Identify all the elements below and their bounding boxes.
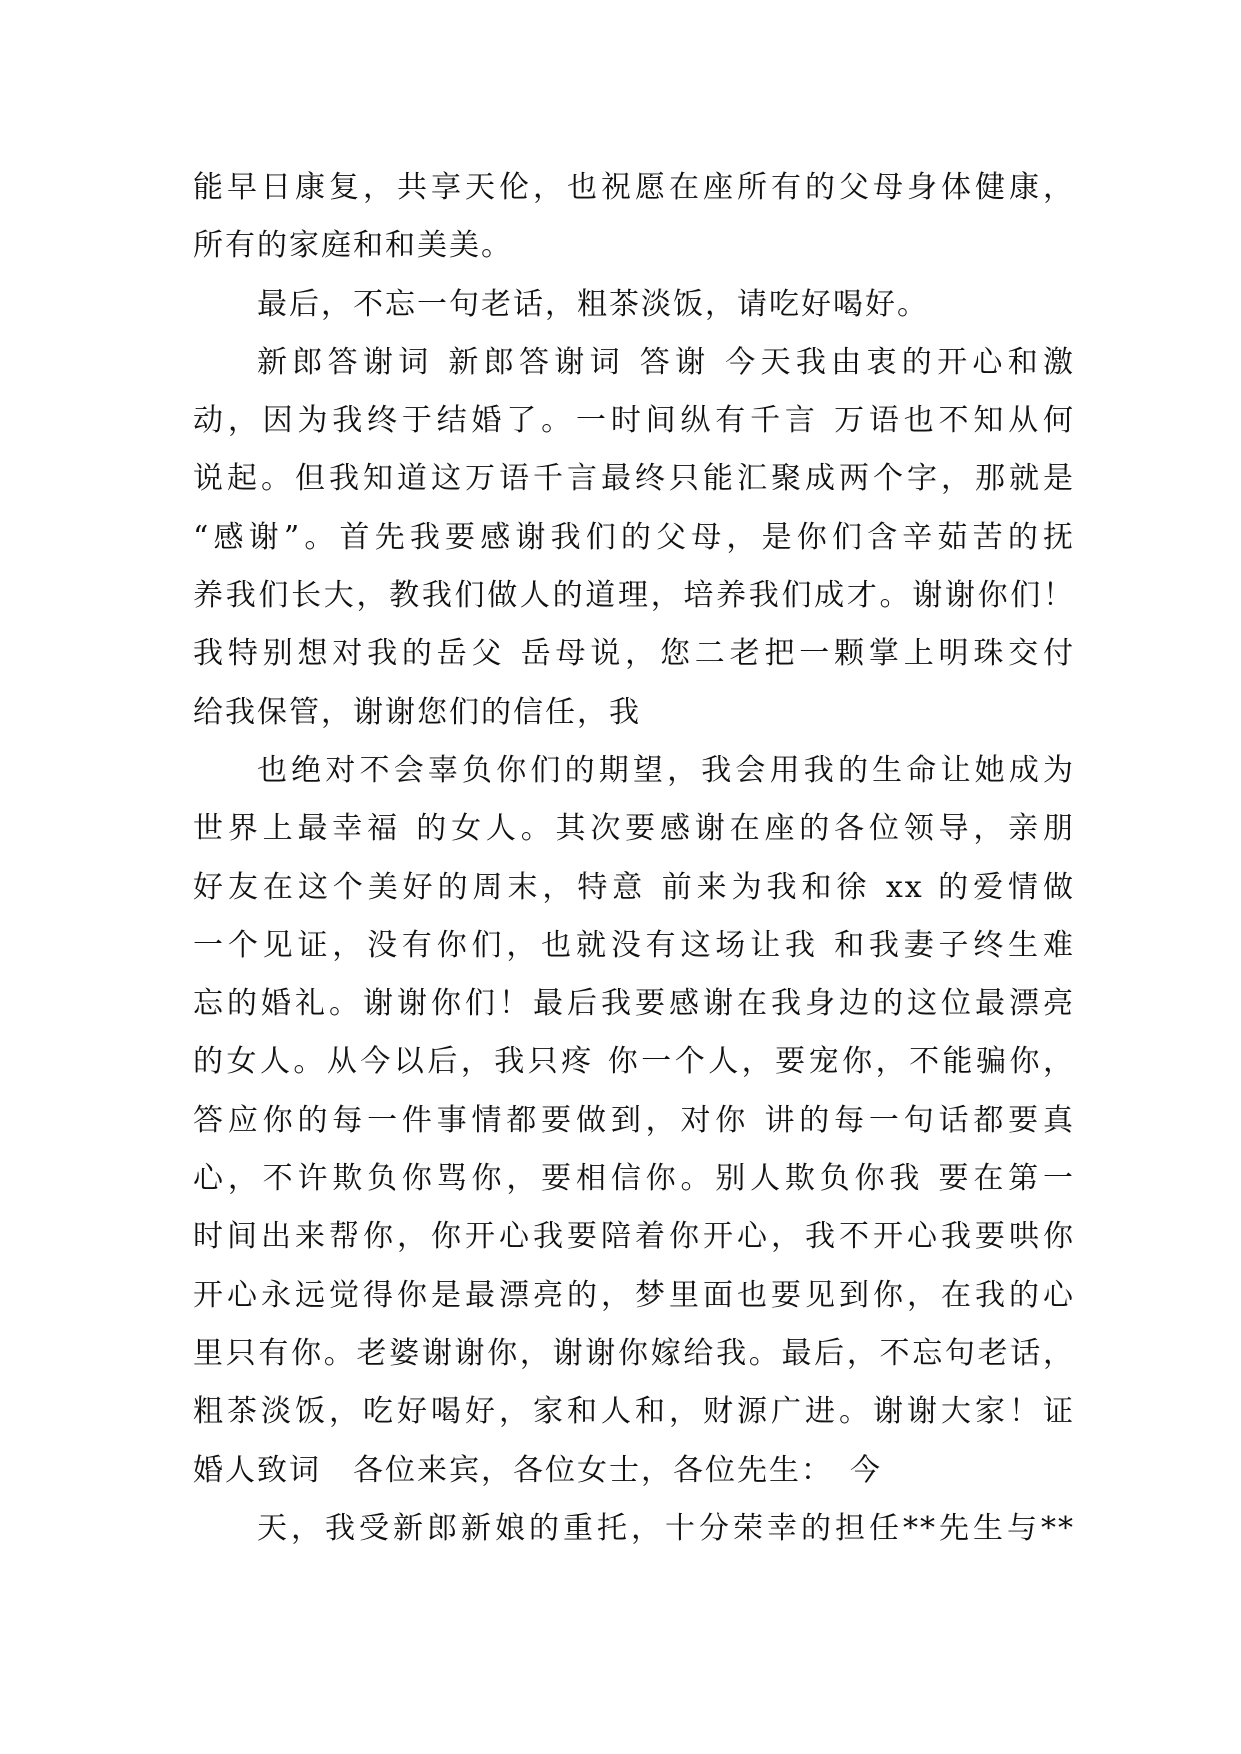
text-line: 心，不许欺负你骂你，要相信你。别人欺负你我 要在第一 <box>193 1161 1075 1197</box>
text-line: 新郎答谢词 新郎答谢词 答谢 今天我由衷的开心和激 <box>257 344 1075 380</box>
text-line: 给我保管，谢谢您们的信任，我 <box>193 694 641 730</box>
text-line: 能早日康复，共享天伦，也祝愿在座所有的父母身体健康， <box>193 170 1075 205</box>
text-line: 养我们长大，教我们做人的道理，培养我们成才。谢谢你们！ <box>193 578 1075 614</box>
document-body <box>193 159 1075 1558</box>
text-line: 动，因为我终于结婚了。一时间纵有千言 万语也不知从何 <box>193 403 1075 439</box>
text-line: 开心永远觉得你是最漂亮的，梦里面也要见到你，在我的心 <box>193 1277 1075 1313</box>
text-line: 好友在这个美好的周末，特意 前来为我和徐 xx 的爱情做 <box>193 869 1075 905</box>
text-line: 粗茶淡饭，吃好喝好，家和人和，财源广进。谢谢大家！证 <box>193 1394 1075 1430</box>
text-line: “感谢”。首先我要感谢我们的父母，是你们含辛茹苦的抚 <box>193 519 1075 555</box>
text-line: 说起。但我知道这万语千言最终只能汇聚成两个字，那就是 <box>193 461 1075 497</box>
text-line: 答应你的每一件事情都要做到，对你 讲的每一句话都要真 <box>193 1102 1075 1138</box>
text-line: 的女人。从今以后，我只疼 你一个人，要宠你，不能骗你， <box>193 1044 1075 1080</box>
text-line: 一个见证，没有你们，也就没有这场让我 和我妻子终生难 <box>193 927 1075 963</box>
text-line: 世界上最幸福 的女人。其次要感谢在座的各位领导，亲朋 <box>193 811 1075 847</box>
text-line: 我特别想对我的岳父 岳母说，您二老把一颗掌上明珠交付 <box>193 636 1075 672</box>
text-line: 婚人致词 各位来宾，各位女士，各位先生： 今 <box>193 1452 882 1488</box>
text-line: 天，我受新郎新娘的重托，十分荣幸的担任**先生与** <box>257 1510 1075 1546</box>
text-line: 也绝对不会辜负你们的期望，我会用我的生命让她成为 <box>257 752 1075 788</box>
text-line: 忘的婚礼。谢谢你们！最后我要感谢在我身边的这位最漂亮 <box>193 986 1075 1022</box>
text-line: 时间出来帮你，你开心我要陪着你开心，我不开心我要哄你 <box>193 1219 1075 1255</box>
text-line: 里只有你。老婆谢谢你，谢谢你嫁给我。最后，不忘句老话， <box>193 1335 1075 1371</box>
text-line: 所有的家庭和和美美。 <box>193 228 513 264</box>
text-line: 最后，不忘一句老话，粗茶淡饭，请吃好喝好。 <box>257 286 929 322</box>
